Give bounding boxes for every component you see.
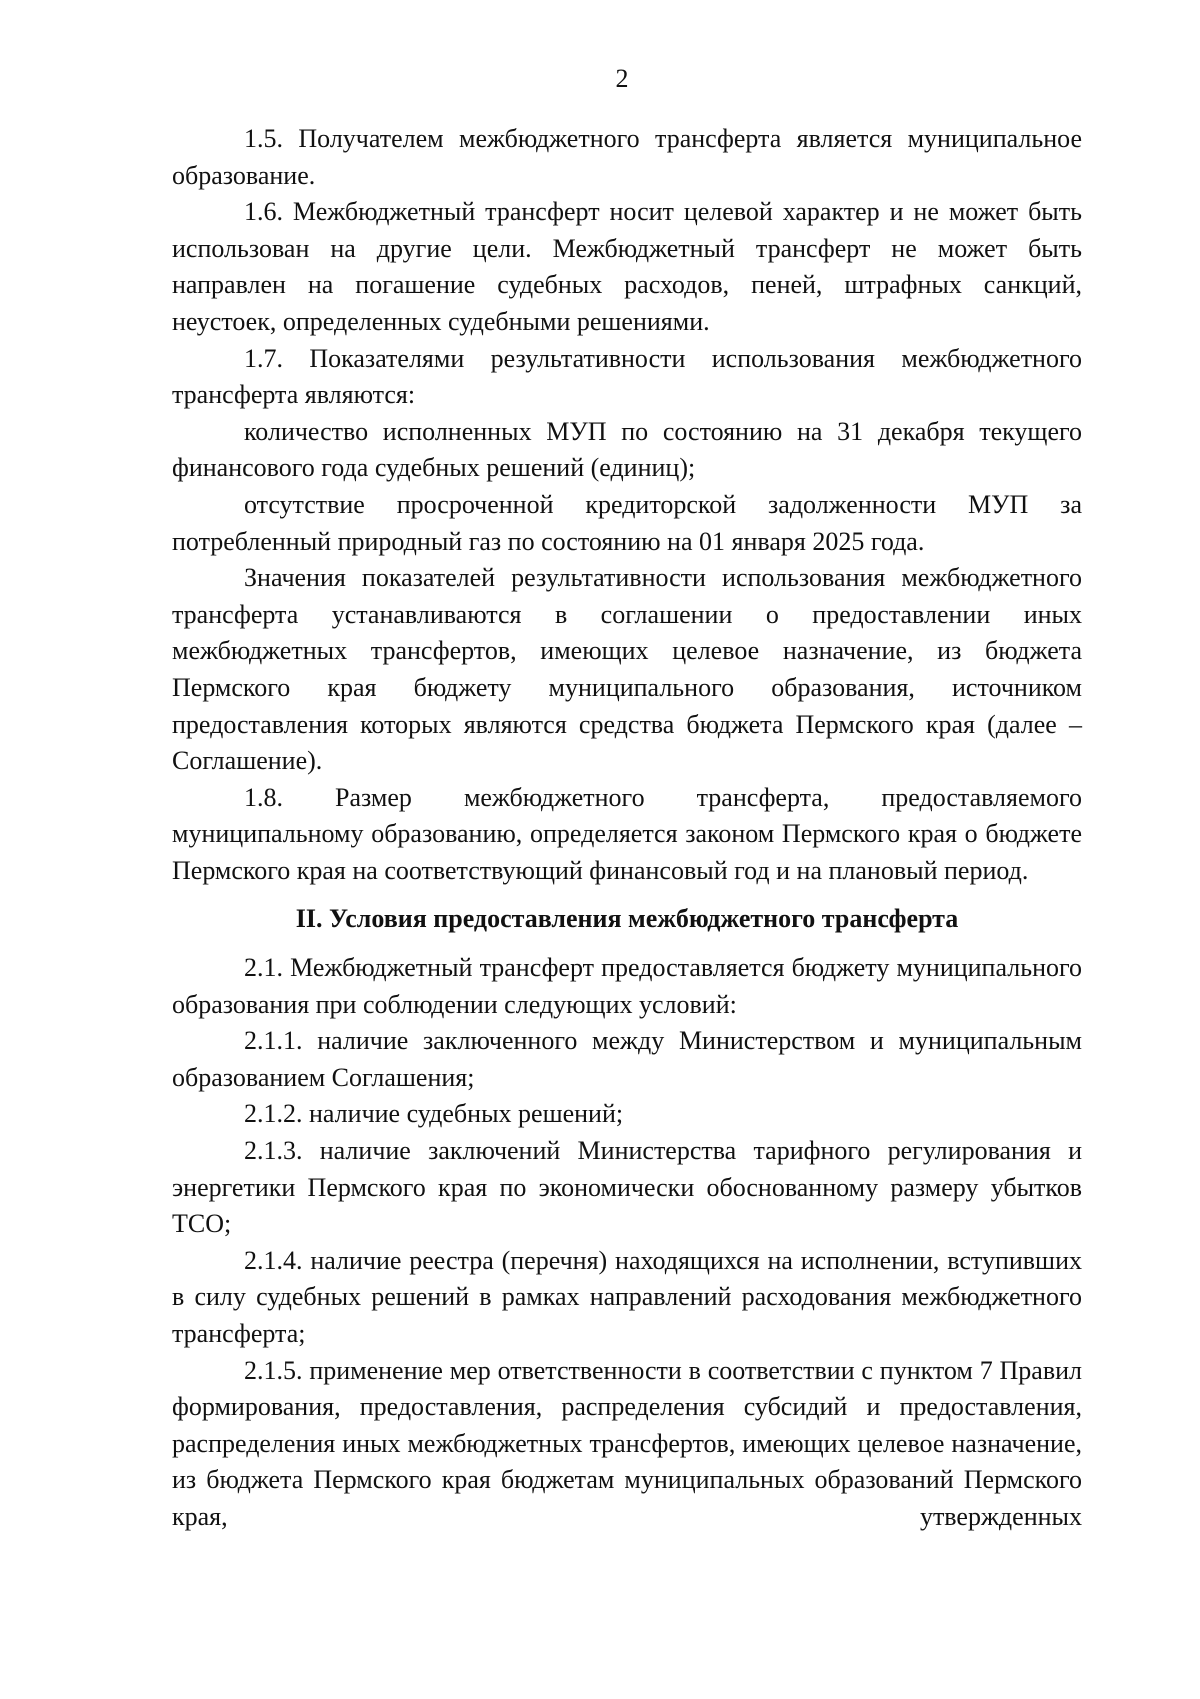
- paragraph-1-7: 1.7. Показателями результативности использования межбюджетного трансферта являются:: [172, 343, 1082, 410]
- indicator-values-paragraph: Значения показателей результативности использования межбюджетного трансферта устанавливаются в соглашении о предоставлении иных межбюджетных трансфертов, имеющих целевое назначение, из бюджета Пермского края бюджету муниципального образования, источником предоставления которых являются средства бюджета Пермского края (далее – Соглашение).: [172, 563, 1082, 776]
- section-heading: II. Условия предоставления межбюджетного трансферта: [295, 904, 959, 934]
- document-body: [172, 121, 1082, 1536]
- paragraph-2-1-4: 2.1.4. наличие реестра (перечня) находящихся на исполнении, вступивших в силу судебных решений в рамках направлений расходования межбюджетного трансферта;: [172, 1245, 1082, 1348]
- paragraph-2-1: 2.1. Межбюджетный трансферт предоставляется бюджету муниципального образования при соблюдении следующих условий:: [172, 953, 1082, 1019]
- paragraph-1-5: 1.5. Получателем межбюджетного трансферта является муниципальное образование.: [172, 124, 1082, 190]
- paragraph-2-1-1: 2.1.1. наличие заключенного между Министерством и муниципальным образованием Соглашения;: [172, 1026, 1082, 1092]
- paragraph-2-1-3: 2.1.3. наличие заключений Министерства тарифного регулирования и энергетики Пермского края по экономически обоснованному размеру убытков ТСО;: [172, 1136, 1082, 1239]
- indicator-item-2: отсутствие просроченной кредиторской задолженности МУП за потребленный природный газ по состоянию на 01 января 2025 года.: [172, 489, 1082, 556]
- paragraph-1-8: 1.8. Размер межбюджетного трансферта, предоставляемого муниципальному образованию, определяется законом Пермского края о бюджете Пермского края на соответствующий финансовый год и на плановый период.: [172, 782, 1082, 885]
- paragraph-2-1-2: 2.1.2. наличие судебных решений;: [244, 1099, 624, 1129]
- page-number: 2: [615, 64, 629, 93]
- indicator-item-1: количество исполненных МУП по состоянию на 31 декабря текущего финансового года судебных решений (единиц);: [172, 416, 1082, 483]
- paragraph-1-6: 1.6. Межбюджетный трансферт носит целевой характер и не может быть использован на другие цели. Межбюджетный трансферт не может быть направлен на погашение судебных расходов, пеней, штрафных санкций, неустоек, определенных судебными решениями.: [172, 197, 1082, 336]
- paragraph-2-1-5: 2.1.5. применение мер ответственности в соответствии с пунктом 7 Правил формирования, предоставления, распределения субсидий и предоставления, распределения иных межбюджетных трансфертов, имеющих целевое назначение, из бюджета Пермского края бюджетам муниципальных образований Пермского края, утвержденных: [172, 1355, 1082, 1531]
